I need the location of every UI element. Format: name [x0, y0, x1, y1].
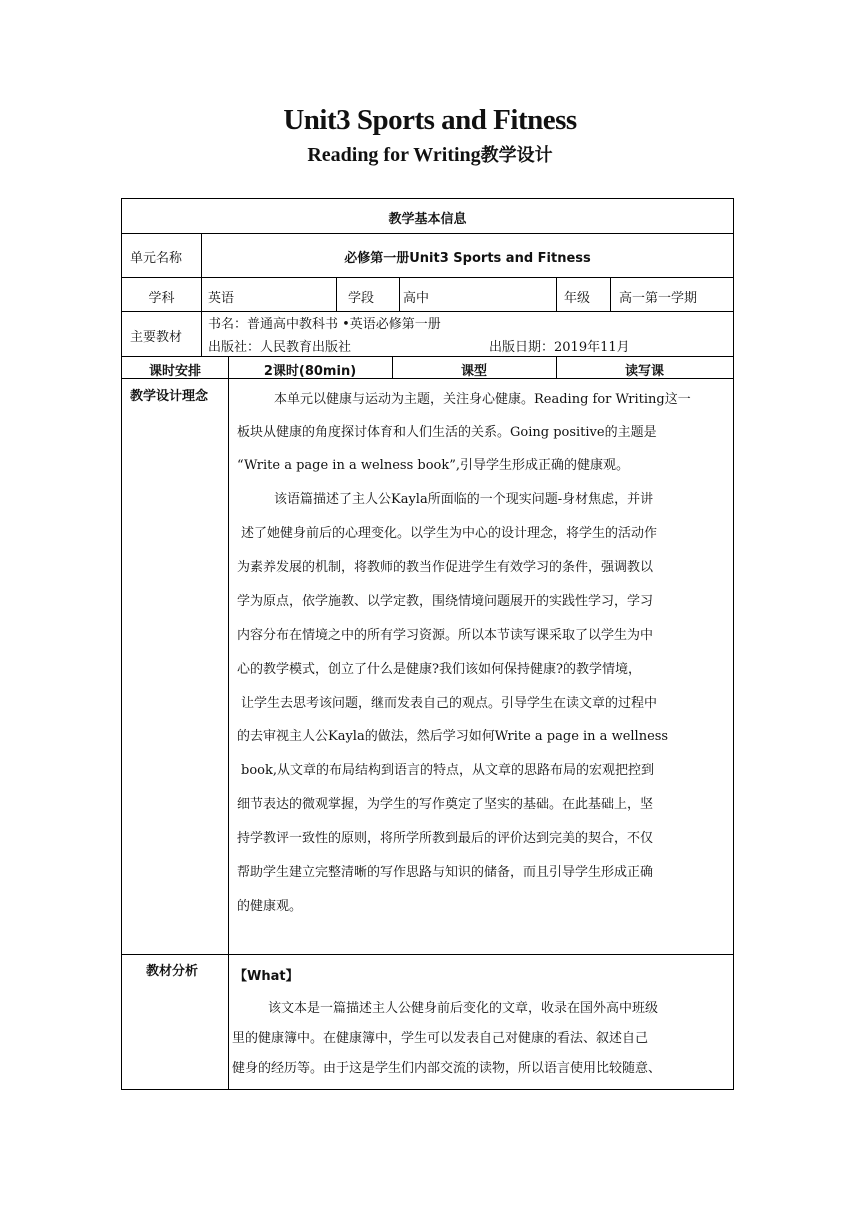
- document-title: Unit3 Sports and Fitness: [283, 104, 577, 136]
- what-heading: 【What】: [234, 969, 299, 984]
- design-line: 内容分布在情境之中的所有学习资源。所以本节读写课采取了以学生为中: [237, 628, 654, 643]
- design-line: book,从文章的布局结构到语言的特点，从文章的思路布局的宏观把控到: [241, 763, 654, 778]
- textbook-name: 书名：普通高中教科书 •英语必修第一册: [208, 317, 441, 332]
- design-line: 让学生去思考该问题，继而发表自己的观点。引导学生在读文章的过程中: [241, 696, 658, 711]
- design-line: 的去审视主人公Kayla的做法，然后学习如何Write a page in a wellness: [237, 729, 669, 744]
- analysis-line: 里的健康簿中。在健康簿中，学生可以发表自己对健康的看法、叙述自己: [232, 1031, 649, 1046]
- design-concept-label: 教学设计理念: [130, 389, 209, 404]
- document-subtitle: [0, 141, 860, 167]
- design-line: 本单元以健康与运动为主题，关注身心健康。Reading for Writing这一: [274, 392, 691, 407]
- design-line: 的健康观。: [237, 899, 303, 914]
- schedule-label: 课时安排: [148, 364, 201, 379]
- textbook-date: 出版日期：2019年11月: [489, 340, 630, 355]
- lesson-type-value: 读写课: [624, 364, 664, 379]
- textbook-publisher: 出版社：人民教育出版社: [208, 340, 352, 355]
- lesson-type-label: 课型: [460, 364, 487, 379]
- design-line: 学为原点，依学施教、以学定教，围绕情境问题展开的实践性学习，学习: [237, 594, 654, 609]
- unit-name-label: 单元名称: [130, 251, 183, 266]
- design-line: 为素养发展的机制，将教师的教当作促进学生有效学习的条件，强调教以: [237, 560, 654, 575]
- analysis-line: 该文本是一篇描述主人公健身前后变化的文章，收录在国外高中班级: [268, 1001, 659, 1016]
- unit-name-value: 必修第一册Unit3 Sports and Fitness: [344, 251, 591, 266]
- subject-label: 学科: [148, 291, 175, 306]
- subject-value: 英语: [208, 291, 235, 306]
- table-header: 教学基本信息: [388, 212, 467, 227]
- schedule-value: 2课时(80min): [263, 364, 357, 379]
- subtitle-chinese: 教学设计: [480, 145, 553, 166]
- design-line: 持学教评一致性的原则，将所学所教到最后的评价达到完美的契合，不仅: [237, 831, 654, 846]
- stage-label: 学段: [348, 291, 375, 306]
- design-line: 板块从健康的角度探讨体育和人们生活的关系。Going positive的主题是: [237, 425, 657, 440]
- lesson-info-table: [121, 198, 734, 1090]
- stage-value: 高中: [403, 291, 430, 306]
- design-line: 该语篇描述了主人公Kayla所面临的一个现实问题-身材焦虑，并讲: [274, 492, 654, 507]
- grade-value: 高一第一学期: [619, 291, 698, 306]
- design-line: 帮助学生建立完整清晰的写作思路与知识的储备，而且引导学生形成正确: [237, 865, 654, 880]
- analysis-label: 教材分析: [146, 964, 199, 979]
- analysis-line: 健身的经历等。由于这是学生们内部交流的读物，所以语言使用比较随意、: [232, 1061, 662, 1076]
- design-line: 细节表达的微观掌握，为学生的写作奠定了坚实的基础。在此基础上，坚: [237, 797, 654, 812]
- grade-label: 年级: [564, 291, 591, 306]
- design-line: “Write a page in a welness book”,引导学生形成正确的健康观。: [237, 458, 630, 473]
- design-line: 述了她健身前后的心理变化。以学生为中心的设计理念，将学生的活动作: [241, 526, 658, 541]
- textbook-label: 主要教材: [130, 330, 183, 345]
- subtitle-english: Reading for Writing: [307, 144, 481, 166]
- design-line: 心的教学模式，创立了什么是健康?我们该如何保持健康?的教学情境，: [237, 662, 641, 677]
